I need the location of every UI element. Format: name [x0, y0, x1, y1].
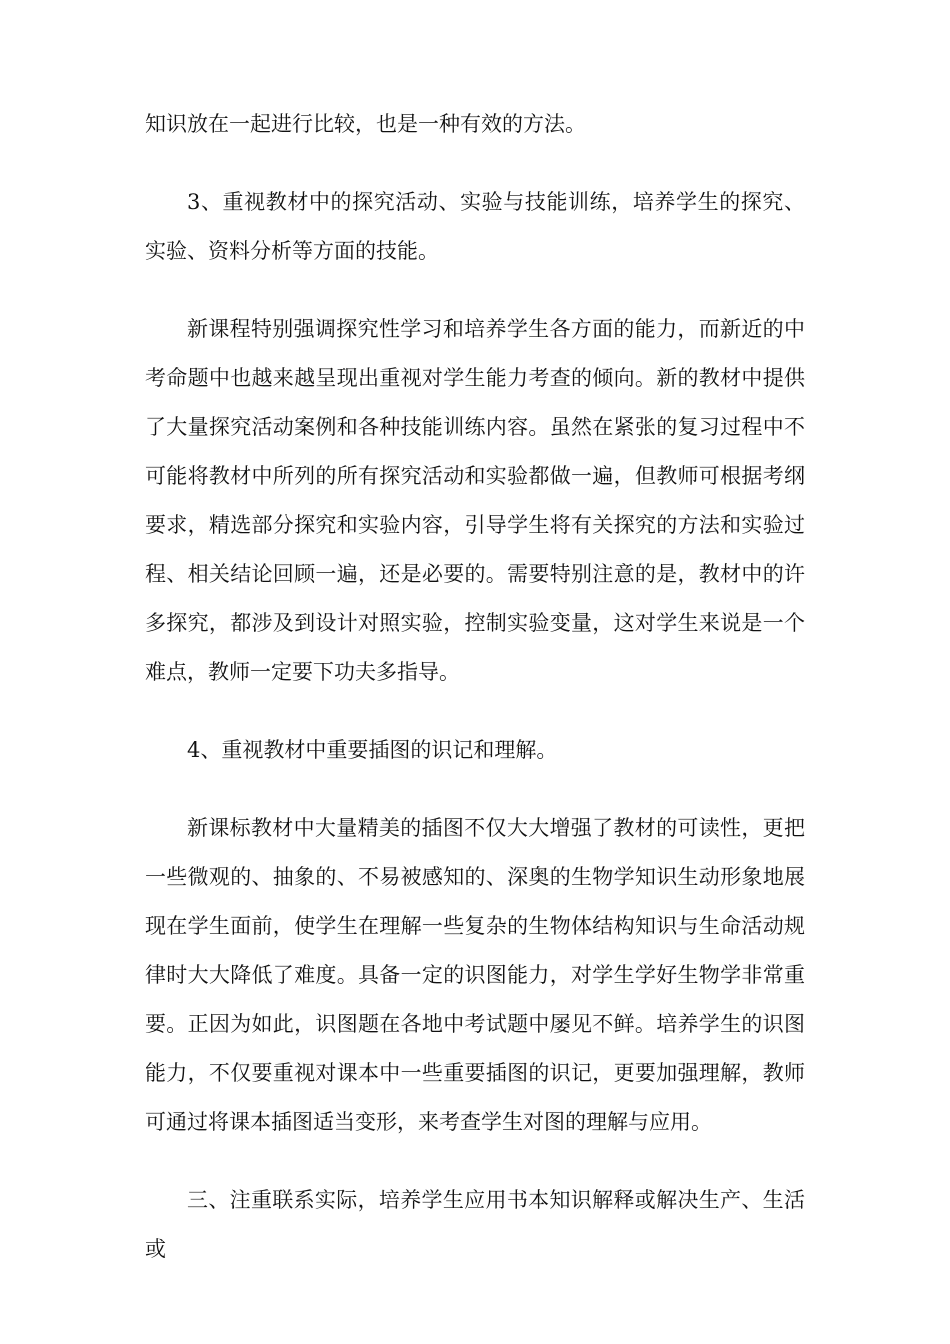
paragraph-continuation: 知识放在一起进行比较，也是一种有效的方法。	[145, 112, 586, 136]
paragraph-section-4-body: 新课标教材中大量精美的插图不仅大大增强了教材的可读性，更把一些微观的、抽象的、不易被感知的、深奥的生物学知识生动形象地展现在学生面前，使学生在理解一些复杂的生物体结构知识与生命活动规律时大大降低了难度。具备一定的识图能力，对学生学好生物学非常重要。正因为如此，识图题在各地中考试题中屡见不鲜。培养学生的识图能力，不仅要重视对课本中一些重要插图的识记，更要加强理解，教师可通过将课本插图适当变形，来考查学生对图的理解与应用。	[145, 816, 805, 1134]
paragraph-section-3-heading: 3、重视教材中的探究活动、实验与技能训练，培养学生的探究、实验、资料分析等方面的技能。	[145, 190, 805, 263]
paragraph-part-3-heading: 三、注重联系实际，培养学生应用书本知识解释或解决生产、生活或	[145, 1188, 805, 1261]
paragraph-section-4-heading: 4、重视教材中重要插图的识记和理解。	[187, 738, 558, 762]
paragraph-section-3-body: 新课程特别强调探究性学习和培养学生各方面的能力，而新近的中考命题中也越来越呈现出重视对学生能力考查的倾向。新的教材中提供了大量探究活动案例和各种技能训练内容。虽然在紧张的复习过程中不可能将教材中所列的所有探究活动和实验都做一遍，但教师可根据考纲要求，精选部分探究和实验内容，引导学生将有关探究的方法和实验过程、相关结论回顾一遍，还是必要的。需要特别注意的是，教材中的许多探究，都涉及到设计对照实验，控制实验变量，这对学生来说是一个难点，教师一定要下功夫多指导。	[145, 317, 805, 684]
document-body	[145, 100, 805, 1303]
